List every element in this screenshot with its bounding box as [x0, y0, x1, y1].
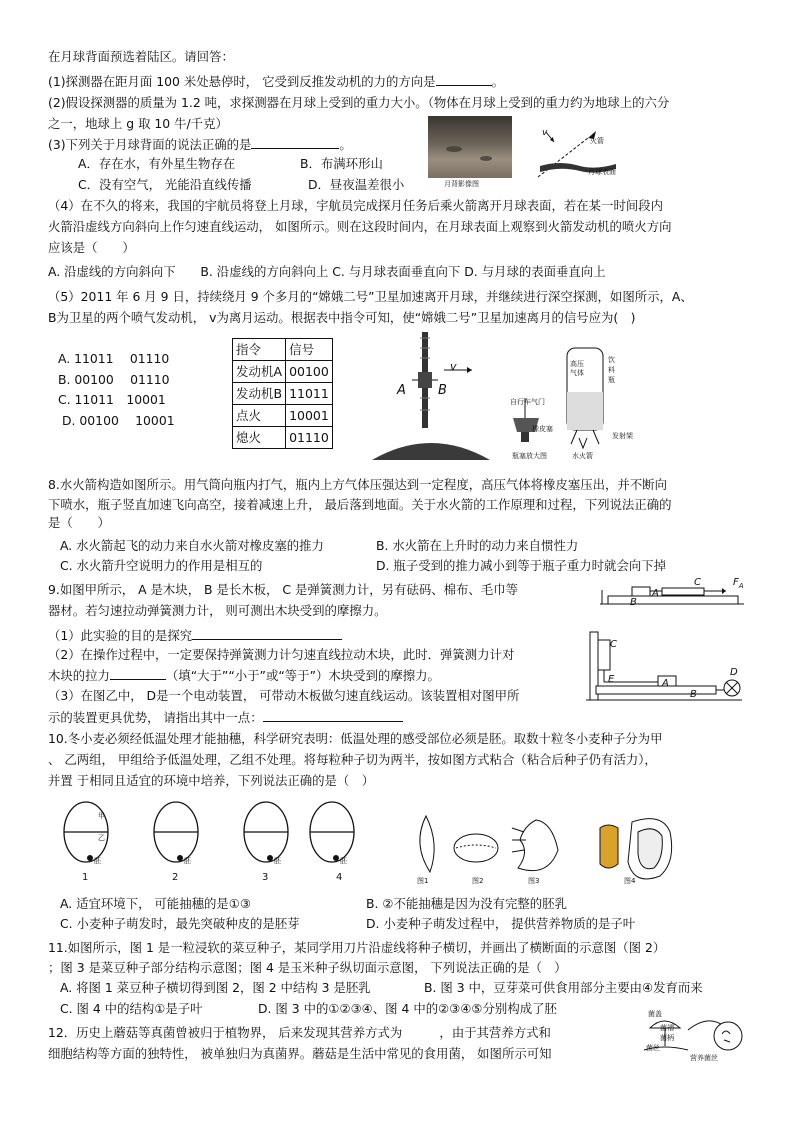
table-row	[233, 361, 333, 383]
bean-corn-seed-diagram	[408, 808, 678, 883]
question-4-options: A. 沿虚线的方向斜向下 B. 沿虚线的方向斜向上 C. 与月球表面垂直向下 D. 与月球的表面垂直向上	[48, 264, 606, 279]
table-row	[233, 405, 333, 427]
plug-label: 橡皮塞	[532, 425, 553, 433]
seed-num-4: 4	[336, 872, 343, 883]
q8-option-a: A. 水火箭起飞的动力来自水火箭对橡皮塞的推力	[60, 538, 324, 553]
q1-text: (1)探测器在距月面 100 米处悬停时， 它受到反推发动机的力的方向是	[48, 74, 436, 89]
question-9-part2-line2	[48, 667, 440, 684]
table-cell: 点火	[233, 405, 286, 427]
cap-label: 菌盖	[648, 1010, 662, 1018]
table-header-cell: 指令	[233, 339, 286, 361]
q3-option-c: C．没有空气， 光能沿直线传播	[78, 177, 252, 192]
question-8-line1: 8.水火箭构造如图所示。用气筒向瓶内打气，瓶内上方气体压强达到一定程度，高压气体将橡皮塞压出，并不断向	[48, 477, 667, 492]
answer-blank[interactable]	[192, 627, 342, 640]
force-f: F	[733, 577, 739, 588]
question-4-line3: 应该是（ ）	[48, 240, 135, 255]
table-cell: 00100	[286, 361, 333, 383]
table-row	[233, 383, 333, 405]
bottle-label-1: 饮	[608, 356, 615, 364]
intro-line: 在月球背面预选着陆区。请回答：	[48, 49, 234, 64]
board-b-label: B	[630, 597, 637, 608]
answer-blank[interactable]	[263, 709, 403, 722]
stalk-label: 菌柄	[660, 1034, 674, 1042]
q5-option-a: A. 11011 01110	[58, 351, 170, 366]
question-12-line2: 细胞结构等方面的独特性， 被单独归为真菌界。蘑菇是生活中常见的食用菌， 如图所示可知	[48, 1046, 552, 1061]
question-10-line3: 并置 于相同且适宜的环境中培养，下列说法正确的是（ ）	[48, 773, 375, 788]
question-5-line1: （5）2011 年 6 月 9 日，持续绕月 9 个多月的“嫦娥二号”卫星加速离开月球，并继续进行深空探测，如图所示，A、	[48, 289, 693, 304]
fig3-caption: 图3	[528, 877, 540, 885]
engine-a-label: A	[397, 383, 406, 398]
answer-blank[interactable]	[110, 667, 166, 680]
table-cell: 熄火	[233, 427, 286, 449]
q8-option-b: B. 水火箭在上升时的动力来自惯性力	[376, 538, 579, 553]
gas-label: 高压气体	[570, 360, 584, 377]
answer-blank[interactable]	[251, 136, 339, 149]
question-9-part2-line1: （2）在操作过程中，一定要保持弹簧测力计匀速直线拉动木块，此时．弹簧测力计对	[48, 647, 515, 662]
nutrient-hypha-label: 营养菌丝	[690, 1054, 718, 1062]
q1-end: 。	[491, 74, 504, 89]
crater-shape	[480, 156, 492, 161]
moon-surface-photo	[428, 116, 512, 178]
question-3	[48, 136, 352, 153]
table-header-cell: 信号	[286, 339, 333, 361]
question-10-line1: 10.冬小麦必须经低温处理才能抽穗，科学研究表明：低温处理的感受部位必须是胚。取数十粒冬小麦种子分为甲	[48, 731, 663, 746]
q3-option-a: A．存在水，有外星生物存在	[78, 156, 236, 171]
meter-c-label: C	[694, 577, 701, 588]
table-cell: 发动机B	[233, 383, 286, 405]
rocket-caption: 水火箭	[572, 452, 593, 460]
bottle-label-2: 料	[608, 366, 615, 374]
embryo-label: 胚	[184, 857, 191, 865]
q10-option-c: C. 小麦种子萌发时，最先突破种皮的是胚芽	[60, 916, 300, 931]
crater-shape	[446, 146, 462, 152]
command-signal-table	[232, 338, 333, 449]
q11-option-b: B. 图 3 中，豆芽菜可供食用部分主要由④发育而来	[424, 980, 703, 995]
q9-part1-text: （1）此实验的目的是探究	[48, 628, 193, 643]
question-9-part1	[48, 627, 342, 644]
question-10-line2: 、 乙两组， 甲组给予低温处理，乙组不处理。将每粒种子切为两半，按如图方式粘合（粘合后种子仍有活力），	[48, 752, 657, 767]
embryo-label: 胚	[340, 857, 347, 865]
q11-option-c: C. 图 4 中的结构①是子叶	[60, 1001, 203, 1016]
question-8-line3: 是（ ）	[48, 515, 110, 530]
block-a-label: A	[662, 678, 669, 689]
cap-caption: 瓶塞放大图	[512, 452, 547, 460]
embryo-label: 胚	[94, 857, 101, 865]
velocity-label: v	[542, 128, 548, 138]
question-1	[48, 73, 504, 90]
seed-num-2: 2	[172, 872, 179, 883]
fig1-caption: 图1	[417, 877, 429, 885]
q10-option-a: A. 适宜环境下， 可能抽穗的是①③	[60, 896, 251, 911]
surface-label: 月球表面	[588, 168, 616, 176]
friction-diagram-b	[584, 628, 744, 708]
fig4-caption: 图4	[624, 877, 636, 885]
q3-end: 。	[339, 137, 352, 152]
group-yi-label: 乙	[98, 834, 105, 842]
photo-caption: 月背影像图	[444, 180, 479, 188]
answer-blank[interactable]	[436, 73, 492, 86]
seed-num-1: 1	[82, 872, 89, 883]
fig2-caption: 图2	[472, 877, 484, 885]
q9-part2-pre: 木块的拉力	[48, 668, 110, 683]
friction-diagram-a	[598, 578, 746, 608]
table-row	[233, 427, 333, 449]
q9-part2-post: （填“大于”“小于”或“等于”）木块受到的摩擦力。	[165, 668, 440, 683]
question-11-line1: 11.如图所示，图 1 是一粒浸软的菜豆种子，某同学用刀片沿虚线将种子横切，并画出了横断面的示意图（图 2）	[48, 940, 666, 955]
q10-option-d: D. 小麦种子萌发过程中， 提供营养物质的是子叶	[366, 916, 636, 931]
question-9-part3-line2	[48, 709, 403, 726]
table-cell: 发动机A	[233, 361, 286, 383]
motor-d-label: D	[730, 667, 738, 678]
engine-b-label: B	[438, 383, 447, 398]
rocket-label: 火箭	[590, 137, 604, 145]
force-subscript: A	[738, 582, 744, 590]
table-cell: 10001	[286, 405, 333, 427]
question-2-line1: (2)假设探测器的质量为 1.2 吨，求探测器在月球上受到的重力大小。（物体在月球上受到的重力约为地球上的六分	[48, 95, 670, 110]
question-5-line2: B为卫星的两个喷气发动机， v为离月运动。根据表中指令可知，使“嫦娥二号”卫星加速离月的信号应为( )	[48, 310, 636, 325]
q11-option-d: D. 图 3 中的①②③④、图 4 中的②③④⑤分别构成了胚	[258, 1001, 557, 1016]
q5-option-c: C. 11011 10001	[58, 392, 166, 407]
q11-option-a: A. 将图 1 菜豆种子横切得到图 2，图 2 中结构 3 是胚乳	[60, 980, 371, 995]
q9-part3-text: 示的装置更具优势， 请指出其中一点：	[48, 710, 263, 725]
question-4-line1: （4）在不久的将来，我国的宇航员将登上月球，宇航员完成探月任务后乘火箭离开月球表面，若在某一时间段内	[48, 198, 664, 213]
pump-label: 自行车气门	[510, 398, 545, 406]
gill-label: 菌褶	[660, 1024, 674, 1032]
q8-option-d: D. 瓶子受到的推力减小到等于瓶子重力时就会向下掉	[376, 558, 667, 573]
force-label	[733, 578, 744, 591]
hypha-label: 菌丝	[646, 1044, 660, 1052]
block-a-label: A	[652, 588, 659, 599]
q3-option-d: D．昼夜温差很小	[308, 177, 405, 192]
question-2-line2: 之一，地球上 g 取 10 牛/千克）	[48, 116, 228, 131]
seed-num-3: 3	[262, 872, 269, 883]
table-cell: 11011	[286, 383, 333, 405]
group-jia-label: 甲	[98, 812, 105, 820]
table-cell: 01110	[286, 427, 333, 449]
satellite-diagram	[372, 330, 490, 460]
label-e: E	[608, 674, 615, 685]
q10-option-b: B. ②不能抽穗是因为没有完整的胚乳	[366, 896, 567, 911]
question-11-line2: ；图 3 是菜豆种子部分结构示意图；图 4 是玉米种子纵切面示意图， 下列说法正确的是（ ）	[48, 960, 567, 975]
velocity-label: v	[450, 360, 457, 373]
bottle-label-3: 瓶	[608, 376, 615, 384]
q3-text: (3)下列关于月球背面的说法正确的是	[48, 137, 252, 152]
question-4-line2: 火箭沿虚线方向斜向上作匀速直线运动， 如图所示。则在这段时间内，在月球表面上观察到火箭发动机的喷火方向	[48, 219, 672, 234]
question-9-line2: 器材。若匀速拉动弹簧测力计， 则可测出木块受到的摩擦力。	[48, 603, 387, 618]
meter-c-label: C	[610, 639, 617, 650]
q5-option-b: B. 00100 01110	[58, 372, 170, 387]
embryo-label: 胚	[274, 857, 281, 865]
q3-option-b: B．布满环形山	[300, 156, 383, 171]
question-9-part3-line1: （3）在图乙中， D是一个电动装置， 可带动木板做匀速直线运动。该装置相对图甲所	[48, 688, 520, 703]
question-9-line1: 9.如图甲所示， A 是木块， B 是长木板， C 是弹簧测力计，另有砝码、棉布、毛巾等	[48, 582, 518, 597]
table-header-row	[233, 339, 333, 361]
q8-option-c: C. 水火箭升空说明力的作用是相互的	[60, 558, 263, 573]
launcher-label: 发射架	[612, 432, 633, 440]
board-b-label: B	[690, 689, 697, 700]
question-8-line2: 下喷水，瓶子竖直加速飞向高空，接着减速上升， 最后落到地面。关于水火箭的工作原理和过程，下列说法正确的	[48, 497, 672, 512]
question-12-line1: 12．历史上蘑菇等真菌曾被归于植物界， 后来发现其营养方式为 ，由于其营养方式和	[48, 1025, 551, 1040]
q5-option-d: D. 00100 10001	[62, 413, 175, 428]
